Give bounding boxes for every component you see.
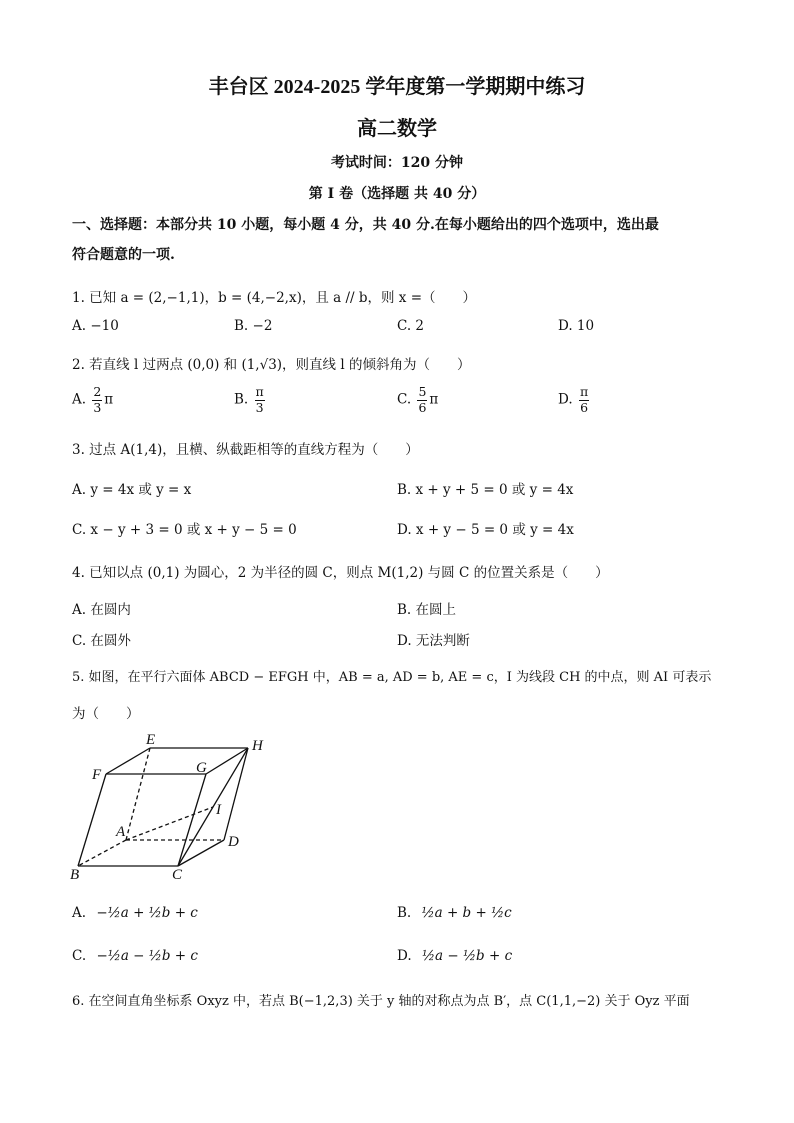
vertex-label-f: F bbox=[92, 767, 102, 783]
vertex-label-h: H bbox=[252, 738, 263, 754]
question-3-option-b: B. x + y + 5 = 0 或 y = 4x bbox=[397, 482, 574, 498]
section-instruction-line2: 符合题意的一项. bbox=[72, 247, 175, 263]
question-2-option-d bbox=[558, 386, 591, 414]
option-label: C. bbox=[72, 948, 87, 964]
option-label: A. bbox=[72, 905, 87, 921]
section-instruction-line1: 一、选择题：本部分共 10 小题，每小题 4 分，共 40 分.在每小题给出的四个选项中，选出最 bbox=[72, 217, 659, 233]
numerator: 5 bbox=[418, 384, 427, 399]
question-5-stem-line1: 5. 如图，在平行六面体 ABCD − EFGH 中，AB = a, AD = b, AE = c，I 为线段 CH 的中点，则 AI 可表示 bbox=[72, 670, 712, 685]
question-1-option-d: D. 10 bbox=[558, 318, 595, 334]
vertex-label-g: G bbox=[196, 760, 207, 776]
vertex-label-d: D bbox=[228, 834, 239, 850]
pi-symbol: π bbox=[104, 391, 114, 408]
question-4-stem: 4. 已知以点 (0,1) 为圆心，2 为半径的圆 C，则点 M(1,2) 与圆 C 的位置关系是（ ） bbox=[72, 565, 609, 581]
question-6-stem: 6. 在空间直角坐标系 Oxyz 中，若点 B(−1,2,3) 关于 y 轴的对称点为点 B′，点 C(1,1,−2) 关于 Oyz 平面 bbox=[72, 994, 690, 1009]
denominator: 3 bbox=[93, 399, 102, 415]
volume-title: 第 I 卷（选择题 共 40 分） bbox=[308, 186, 486, 202]
question-2-option-c bbox=[397, 386, 438, 414]
option-label: D. bbox=[558, 391, 573, 408]
fraction bbox=[417, 386, 427, 414]
question-4-option-d: D. 无法判断 bbox=[397, 633, 470, 649]
question-4-option-c: C. 在圆外 bbox=[72, 633, 131, 649]
question-1-option-b: B. −2 bbox=[234, 318, 273, 334]
fraction bbox=[255, 386, 265, 414]
vertex-label-b: B bbox=[70, 867, 80, 882]
vertex-label-a: A bbox=[116, 824, 126, 840]
vertex-label-i: I bbox=[216, 802, 221, 818]
question-1-stem: 1. 已知 a = (2,−1,1)，b = (4,−2,x)，且 a // b，则 x =（ ） bbox=[72, 290, 477, 306]
question-2-option-b bbox=[234, 386, 267, 414]
question-3-option-c: C. x − y + 3 = 0 或 x + y − 5 = 0 bbox=[72, 522, 297, 538]
question-4-option-b: B. 在圆上 bbox=[397, 602, 457, 618]
subject-title: 高二数学 bbox=[357, 118, 437, 140]
option-label: B. bbox=[397, 905, 412, 921]
question-3-option-a: A. y = 4x 或 y = x bbox=[72, 482, 192, 498]
question-5-option-b bbox=[397, 905, 512, 921]
option-expression: ½a + b + ½c bbox=[421, 905, 512, 921]
option-label: A. bbox=[72, 391, 87, 408]
option-expression: ½a − ½b + c bbox=[421, 948, 513, 964]
question-5-option-c bbox=[72, 948, 198, 964]
denominator: 6 bbox=[418, 399, 427, 415]
option-expression: −½a − ½b + c bbox=[96, 948, 198, 964]
fraction bbox=[579, 386, 589, 414]
fraction bbox=[92, 386, 102, 414]
parallelepiped-figure bbox=[66, 732, 286, 882]
numerator: π bbox=[255, 384, 264, 399]
question-5-option-a bbox=[72, 905, 198, 921]
question-4-option-a: A. 在圆内 bbox=[72, 602, 131, 618]
question-2-option-a bbox=[72, 386, 113, 414]
numerator: 2 bbox=[93, 384, 102, 399]
option-expression: −½a + ½b + c bbox=[96, 905, 198, 921]
denominator: 6 bbox=[580, 399, 589, 415]
question-5-option-d bbox=[397, 948, 512, 964]
question-2-stem: 2. 若直线 l 过两点 (0,0) 和 (1,√3)，则直线 l 的倾斜角为（ ） bbox=[72, 357, 471, 373]
pi-symbol: π bbox=[429, 391, 439, 408]
question-3-stem: 3. 过点 A(1,4)，且横、纵截距相等的直线方程为（ ） bbox=[72, 442, 419, 458]
question-1-option-a: A. −10 bbox=[72, 318, 119, 334]
question-1-option-c: C. 2 bbox=[397, 318, 425, 334]
question-3-option-d: D. x + y − 5 = 0 或 y = 4x bbox=[397, 522, 574, 538]
option-label: B. bbox=[234, 391, 249, 408]
vertex-label-e: E bbox=[146, 732, 156, 748]
vertex-label-c: C bbox=[172, 867, 183, 882]
exam-title: 丰台区 2024-2025 学年度第一学期期中练习 bbox=[208, 76, 586, 98]
denominator: 3 bbox=[255, 399, 264, 415]
option-label: D. bbox=[397, 948, 412, 964]
option-label: C. bbox=[397, 391, 412, 408]
numerator: π bbox=[579, 384, 589, 399]
exam-time: 考试时间：120 分钟 bbox=[330, 155, 464, 171]
question-5-stem-line2: 为（ ） bbox=[72, 706, 140, 722]
